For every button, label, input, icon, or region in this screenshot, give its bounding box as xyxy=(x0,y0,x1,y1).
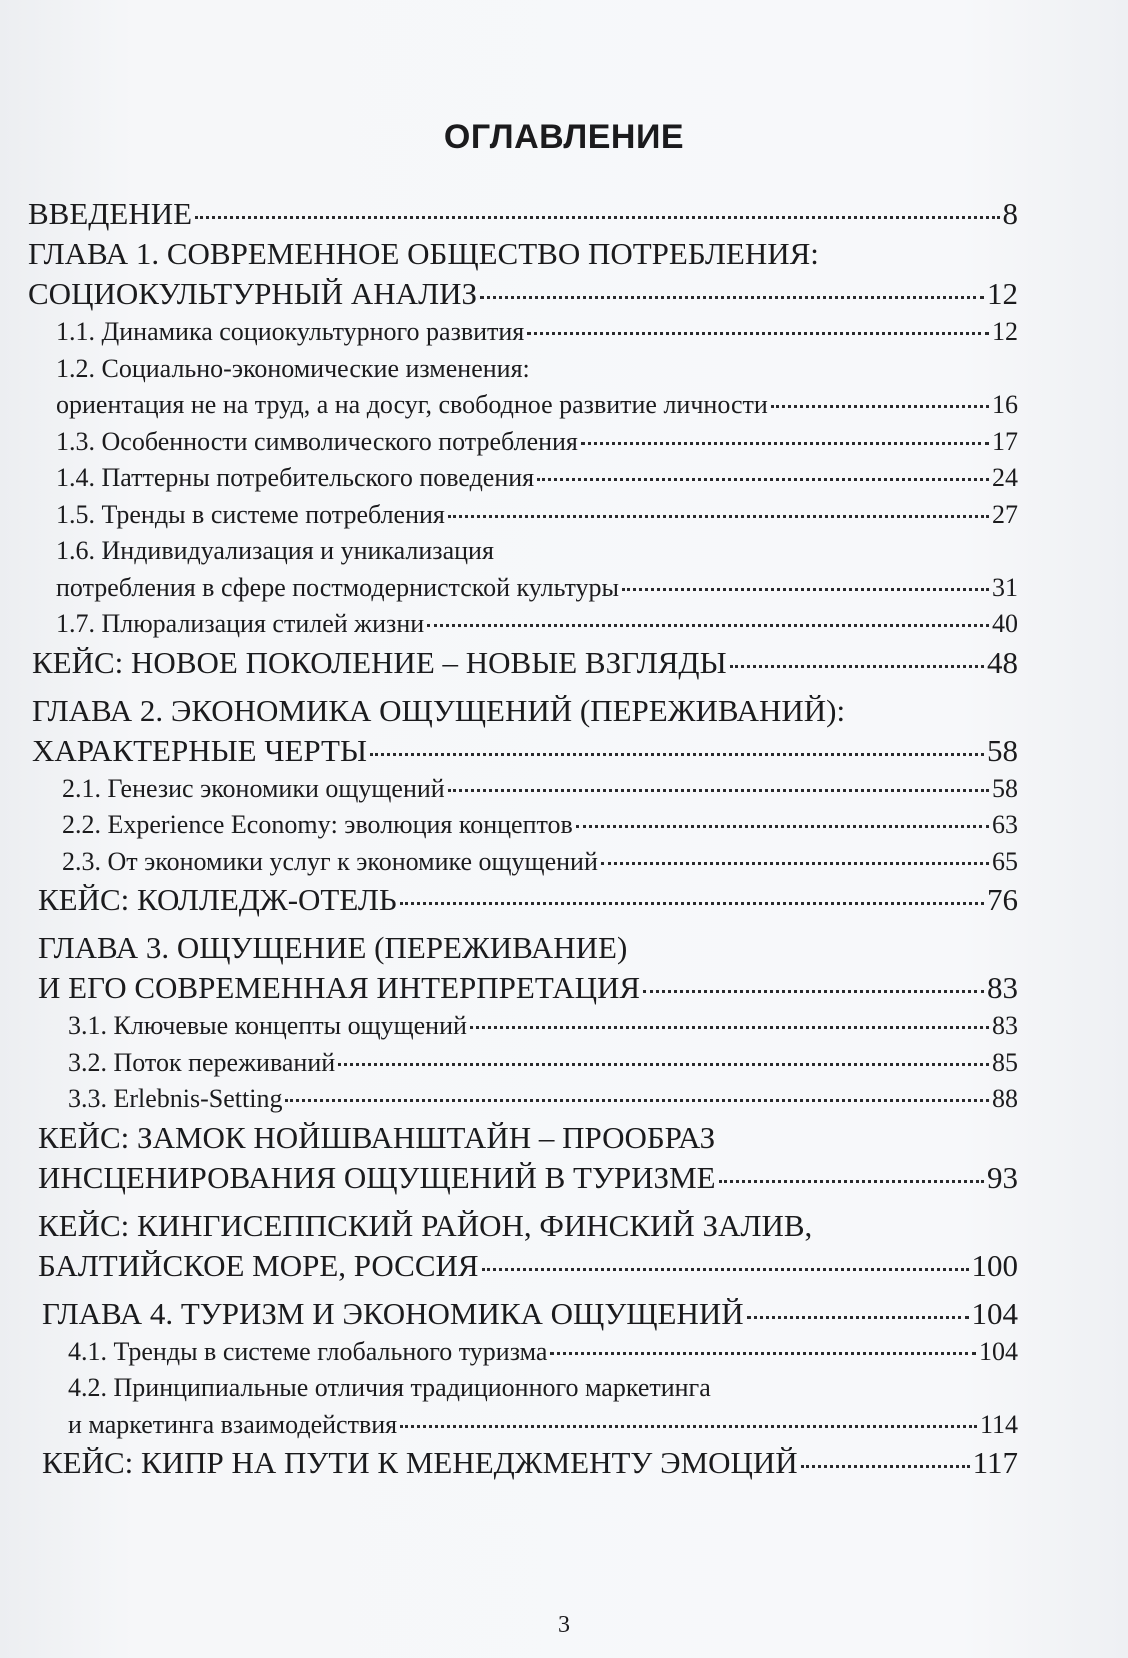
toc-entry-section-3-3 xyxy=(28,1081,1018,1118)
toc-page-number: 58 xyxy=(987,732,1018,768)
toc-entry-title: 1.1. Динамика социокультурного развития xyxy=(56,317,525,346)
dot-leader xyxy=(448,789,989,792)
dot-leader xyxy=(537,478,989,481)
toc-entry-chapter-1 xyxy=(28,234,1018,314)
toc-page-number: 12 xyxy=(987,276,1018,311)
toc-entry-chapter-4 xyxy=(28,1294,1018,1334)
toc-page-number: 12 xyxy=(992,317,1018,346)
toc-entry-section-1-4 xyxy=(28,460,1018,497)
toc-page-number: 83 xyxy=(987,970,1018,1005)
dot-leader xyxy=(470,1026,989,1029)
toc-entry-section-4-1 xyxy=(28,1334,1018,1371)
dot-leader xyxy=(747,1316,969,1319)
toc-entry-title-line: ГЛАВА 1. СОВРЕМЕННОЕ ОБЩЕСТВО ПОТРЕБЛЕНИЯ: xyxy=(28,236,819,271)
toc-page-number: 104 xyxy=(979,1336,1018,1366)
dot-leader xyxy=(195,216,999,219)
toc-page-number: 117 xyxy=(972,1445,1018,1480)
toc-entry-case-cyprus xyxy=(28,1443,1018,1483)
dot-leader xyxy=(400,1425,977,1428)
dot-leader xyxy=(719,1180,984,1183)
toc-entry-chapter-2 xyxy=(28,691,1018,771)
dot-leader xyxy=(801,1465,970,1468)
toc-entry-title: 2.1. Генезис экономики ощущений xyxy=(62,773,445,803)
dot-leader xyxy=(771,405,989,408)
toc-page-number: 8 xyxy=(1002,196,1018,231)
toc-entry-section-1-5 xyxy=(28,497,1018,534)
toc-entry-case-neuschwanstein xyxy=(28,1118,1018,1198)
dot-leader xyxy=(601,862,989,865)
toc-entry-title: потребления в сфере постмодернистской культуры xyxy=(56,572,619,602)
toc-page-number: 93 xyxy=(987,1159,1018,1195)
toc-page-number: 17 xyxy=(992,426,1018,456)
toc-page-number: 100 xyxy=(971,1247,1018,1283)
toc-entry-section-2-3 xyxy=(28,844,1018,881)
toc-entry-title-line: 1.6. Индивидуализация и уникализация xyxy=(56,536,494,565)
toc-entry-title: ориентация не на труд, а на досуг, свободное развитие личности xyxy=(56,390,768,419)
toc-page-number: 85 xyxy=(992,1047,1018,1077)
toc-entry-title: КЕЙС: КОЛЛЕДЖ-ОТЕЛЬ xyxy=(38,882,397,917)
toc-entry-title: ХАРАКТЕРНЫЕ ЧЕРТЫ xyxy=(32,732,368,768)
dot-leader xyxy=(448,515,989,518)
table-of-contents xyxy=(28,194,1018,1483)
toc-entry-section-1-7 xyxy=(28,606,1018,643)
toc-page-number: 31 xyxy=(992,572,1018,602)
toc-entry-section-2-1 xyxy=(28,771,1018,808)
toc-entry-title: 1.5. Тренды в системе потребления xyxy=(56,499,445,529)
toc-entry-title: 3.3. Erlebnis-Setting xyxy=(68,1084,283,1113)
dot-leader xyxy=(527,332,989,335)
toc-entry-title: 1.7. Плюрализация стилей жизни xyxy=(56,609,425,638)
toc-entry-title-line: 4.2. Принципиальные отличия традиционного маркетинга xyxy=(68,1373,711,1402)
toc-page-number: 63 xyxy=(992,810,1018,839)
dot-leader xyxy=(622,588,989,591)
toc-entry-title: 1.4. Паттерны потребительского поведения xyxy=(56,463,535,492)
toc-entry-title: КЕЙС: НОВОЕ ПОКОЛЕНИЕ – НОВЫЕ ВЗГЛЯДЫ xyxy=(32,644,727,680)
dot-leader xyxy=(482,1268,969,1271)
toc-page-number: 83 xyxy=(992,1011,1018,1040)
toc-entry-title: 2.3. От экономики услуг к экономике ощущений xyxy=(62,846,598,876)
dot-leader xyxy=(730,665,984,668)
toc-entry-section-1-6 xyxy=(28,533,1018,606)
toc-entry-title: 2.2. Experience Economy: эволюция концептов xyxy=(62,810,573,839)
toc-entry-title: БАЛТИЙСКОЕ МОРЕ, РОССИЯ xyxy=(38,1247,479,1283)
toc-entry-title: 3.1. Ключевые концепты ощущений xyxy=(68,1011,467,1040)
dot-leader xyxy=(285,1099,989,1102)
toc-entry-section-1-2 xyxy=(28,351,1018,424)
toc-page-number: 40 xyxy=(992,609,1018,638)
toc-entry-title: 4.1. Тренды в системе глобального туризма xyxy=(68,1336,548,1366)
toc-entry-title: ВВЕДЕНИЕ xyxy=(28,196,193,231)
toc-entry-title: 3.2. Поток переживаний xyxy=(68,1047,336,1077)
dot-leader xyxy=(480,296,984,299)
toc-entry-introduction xyxy=(28,194,1018,234)
dot-leader xyxy=(370,753,984,756)
toc-entry-title: СОЦИОКУЛЬТУРНЫЙ АНАЛИЗ xyxy=(28,276,478,311)
toc-entry-title-line: КЕЙС: ЗАМОК НОЙШВАНШТАЙН – ПРООБРАЗ xyxy=(38,1119,716,1155)
toc-entry-title-line: ГЛАВА 3. ОЩУЩЕНИЕ (ПЕРЕЖИВАНИЕ) xyxy=(38,930,628,965)
toc-entry-section-4-2 xyxy=(28,1370,1018,1443)
toc-entry-chapter-3 xyxy=(28,928,1018,1008)
toc-entry-title: ГЛАВА 4. ТУРИЗМ И ЭКОНОМИКА ОЩУЩЕНИЙ xyxy=(42,1295,744,1331)
toc-page-number: 76 xyxy=(987,882,1018,917)
dot-leader xyxy=(400,902,984,905)
toc-page-number: 58 xyxy=(992,773,1018,803)
toc-entry-section-1-1 xyxy=(28,314,1018,351)
toc-page-number: 24 xyxy=(992,463,1018,492)
toc-page-number: 16 xyxy=(992,390,1018,419)
toc-entry-title-line: ГЛАВА 2. ЭКОНОМИКА ОЩУЩЕНИЙ (ПЕРЕЖИВАНИЙ): xyxy=(32,692,846,728)
toc-page-number: 104 xyxy=(971,1295,1018,1331)
dot-leader xyxy=(427,624,989,627)
dot-leader xyxy=(576,825,989,828)
toc-entry-title-line: КЕЙС: КИНГИСЕППСКИЙ РАЙОН, ФИНСКИЙ ЗАЛИВ, xyxy=(38,1207,813,1243)
dot-leader xyxy=(643,990,984,993)
toc-entry-title: И ЕГО СОВРЕМЕННАЯ ИНТЕРПРЕТАЦИЯ xyxy=(38,970,641,1005)
toc-entry-title: и маркетинга взаимодействия xyxy=(68,1409,398,1439)
toc-entry-case-kingisepp xyxy=(28,1206,1018,1286)
toc-entry-section-3-2 xyxy=(28,1045,1018,1082)
toc-entry-title: 1.3. Особенности символического потребления xyxy=(56,426,578,456)
dot-leader xyxy=(338,1063,989,1066)
page-number: 3 xyxy=(558,1612,570,1638)
toc-page-number: 65 xyxy=(992,846,1018,876)
toc-entry-title: КЕЙС: КИПР НА ПУТИ К МЕНЕДЖМЕНТУ ЭМОЦИЙ xyxy=(42,1445,798,1480)
dot-leader xyxy=(581,442,989,445)
toc-entry-case-college-hotel xyxy=(28,880,1018,920)
dot-leader xyxy=(550,1352,976,1355)
toc-entry-title-line: 1.2. Социально-экономические изменения: xyxy=(56,353,530,383)
toc-entry-section-3-1 xyxy=(28,1008,1018,1045)
toc-page-number: 88 xyxy=(992,1084,1018,1113)
toc-page-number: 48 xyxy=(987,644,1018,680)
toc-entry-title: ИНСЦЕНИРОВАНИЯ ОЩУЩЕНИЙ В ТУРИЗМЕ xyxy=(38,1159,716,1195)
toc-entry-case-new-generation xyxy=(28,643,1018,683)
toc-page-number: 27 xyxy=(992,499,1018,529)
page-title: ОГЛАВЛЕНИЕ xyxy=(443,118,685,156)
toc-entry-section-2-2 xyxy=(28,807,1018,844)
toc-entry-section-1-3 xyxy=(28,424,1018,461)
toc-page-number: 114 xyxy=(979,1409,1018,1439)
